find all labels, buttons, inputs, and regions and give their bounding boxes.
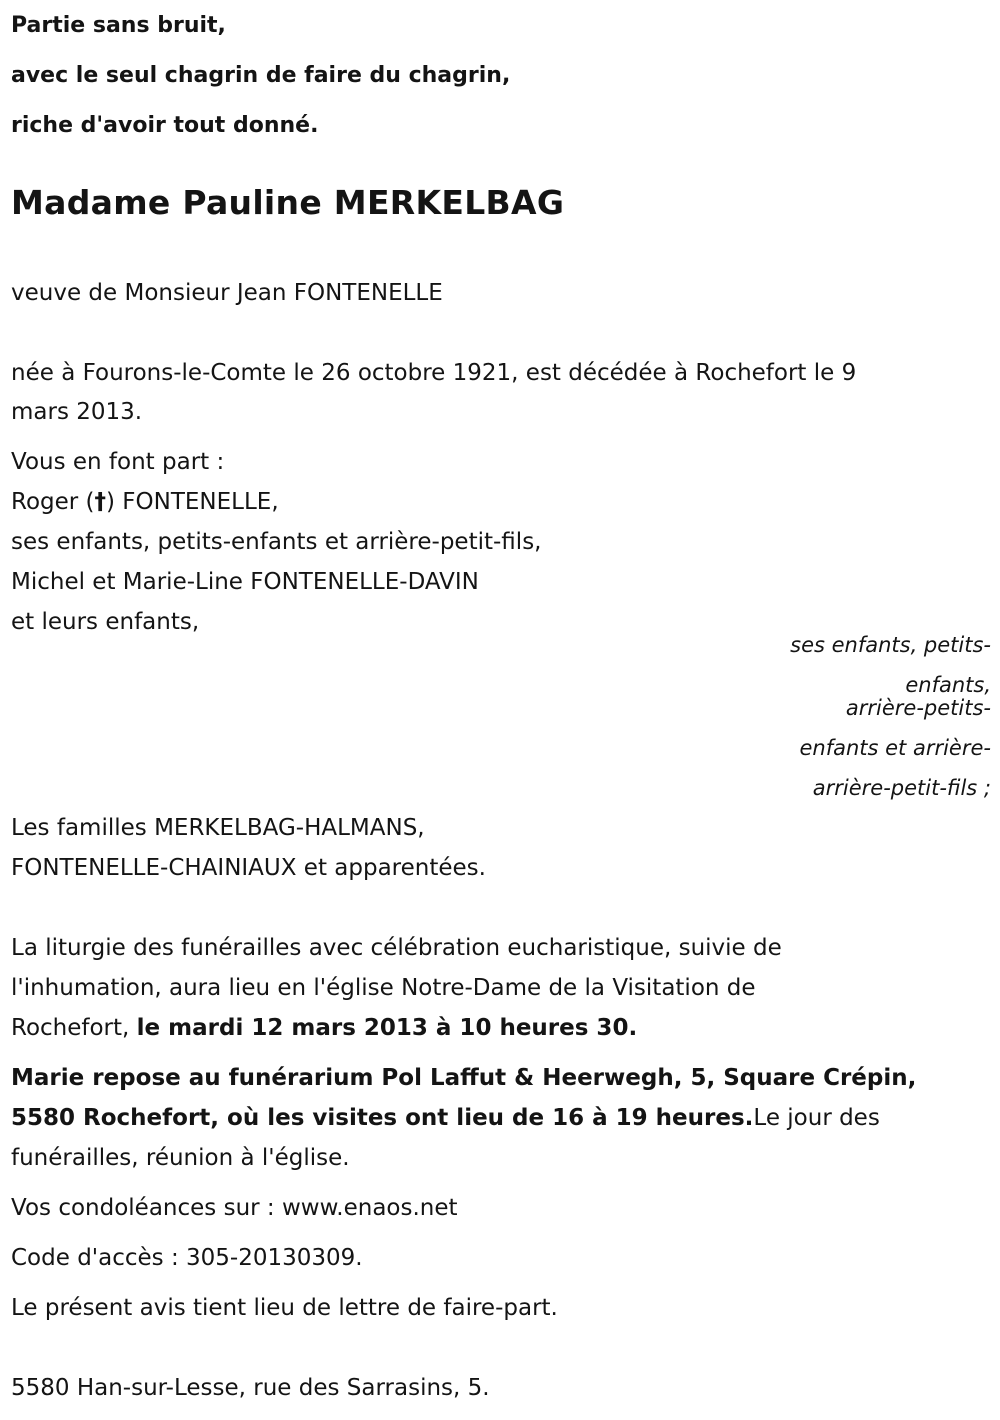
- notice-line: Le présent avis tient lieu de lettre de faire-part.: [11, 1295, 558, 1321]
- spouse-line: veuve de Monsieur Jean FONTENELLE: [11, 280, 443, 306]
- viewing-hours: 5580 Rochefort, où les visites ont lieu de 16 à 19 heures.: [11, 1105, 754, 1131]
- families-line-2: FONTENELLE-CHAINIAUX et apparentées.: [11, 855, 486, 881]
- right-column-line-4: enfants et arrière-: [799, 736, 991, 760]
- epigraph-line-1: Partie sans bruit,: [11, 13, 226, 38]
- liturgy-line-1: La liturgie des funérailles avec célébration eucharistique, suivie de: [11, 935, 782, 961]
- right-column-line-3: arrière-petits-: [845, 696, 991, 720]
- family-line-3: et leurs enfants,: [11, 609, 200, 635]
- liturgy-line-3: [11, 1013, 637, 1043]
- cross-icon: †: [94, 489, 107, 515]
- right-column-line-5: arrière-petit-fils ;: [812, 776, 991, 800]
- families-line-1: Les familles MERKELBAG-HALMANS,: [11, 815, 425, 841]
- liturgy-line-2: l'inhumation, aura lieu en l'église Notre-Dame de la Visitation de: [11, 975, 756, 1001]
- announcers-intro: Vous en font part :: [11, 449, 225, 475]
- viewing-line-1: Marie repose au funérarium Pol Laffut & Heerwegh, 5, Square Crépin,: [11, 1065, 917, 1091]
- viewing-line-3: funérailles, réunion à l'église.: [11, 1145, 350, 1171]
- birth-death-line-2: mars 2013.: [11, 399, 143, 425]
- family-roger: [11, 487, 279, 517]
- right-column-line-2: enfants,: [905, 673, 991, 697]
- right-column-line-1: ses enfants, petits-: [790, 633, 991, 657]
- birth-death-line-1: née à Fourons-le-Comte le 26 octobre 1921, est décédée à Rochefort le 9: [11, 360, 857, 386]
- family-line-2: Michel et Marie-Line FONTENELLE-DAVIN: [11, 569, 479, 595]
- epigraph-line-2: avec le seul chagrin de faire du chagrin,: [11, 63, 511, 88]
- epigraph-line-3: riche d'avoir tout donné.: [11, 113, 319, 138]
- access-code: Code d'accès : 305-20130309.: [11, 1245, 363, 1271]
- address-line: 5580 Han-sur-Lesse, rue des Sarrasins, 5.: [11, 1375, 490, 1401]
- liturgy-date: le mardi 12 mars 2013 à 10 heures 30.: [136, 1015, 638, 1041]
- viewing-tail: Le jour des: [753, 1105, 880, 1131]
- deceased-name: Madame Pauline MERKELBAG: [11, 183, 565, 222]
- viewing-line-2: [11, 1103, 880, 1133]
- roger-before: Roger (: [11, 489, 95, 515]
- condolences-line: Vos condoléances sur : www.enaos.net: [11, 1195, 458, 1221]
- liturgy-place: Rochefort,: [11, 1015, 137, 1041]
- roger-after: ) FONTENELLE,: [106, 489, 279, 515]
- family-line-1: ses enfants, petits-enfants et arrière-petit-fils,: [11, 529, 542, 555]
